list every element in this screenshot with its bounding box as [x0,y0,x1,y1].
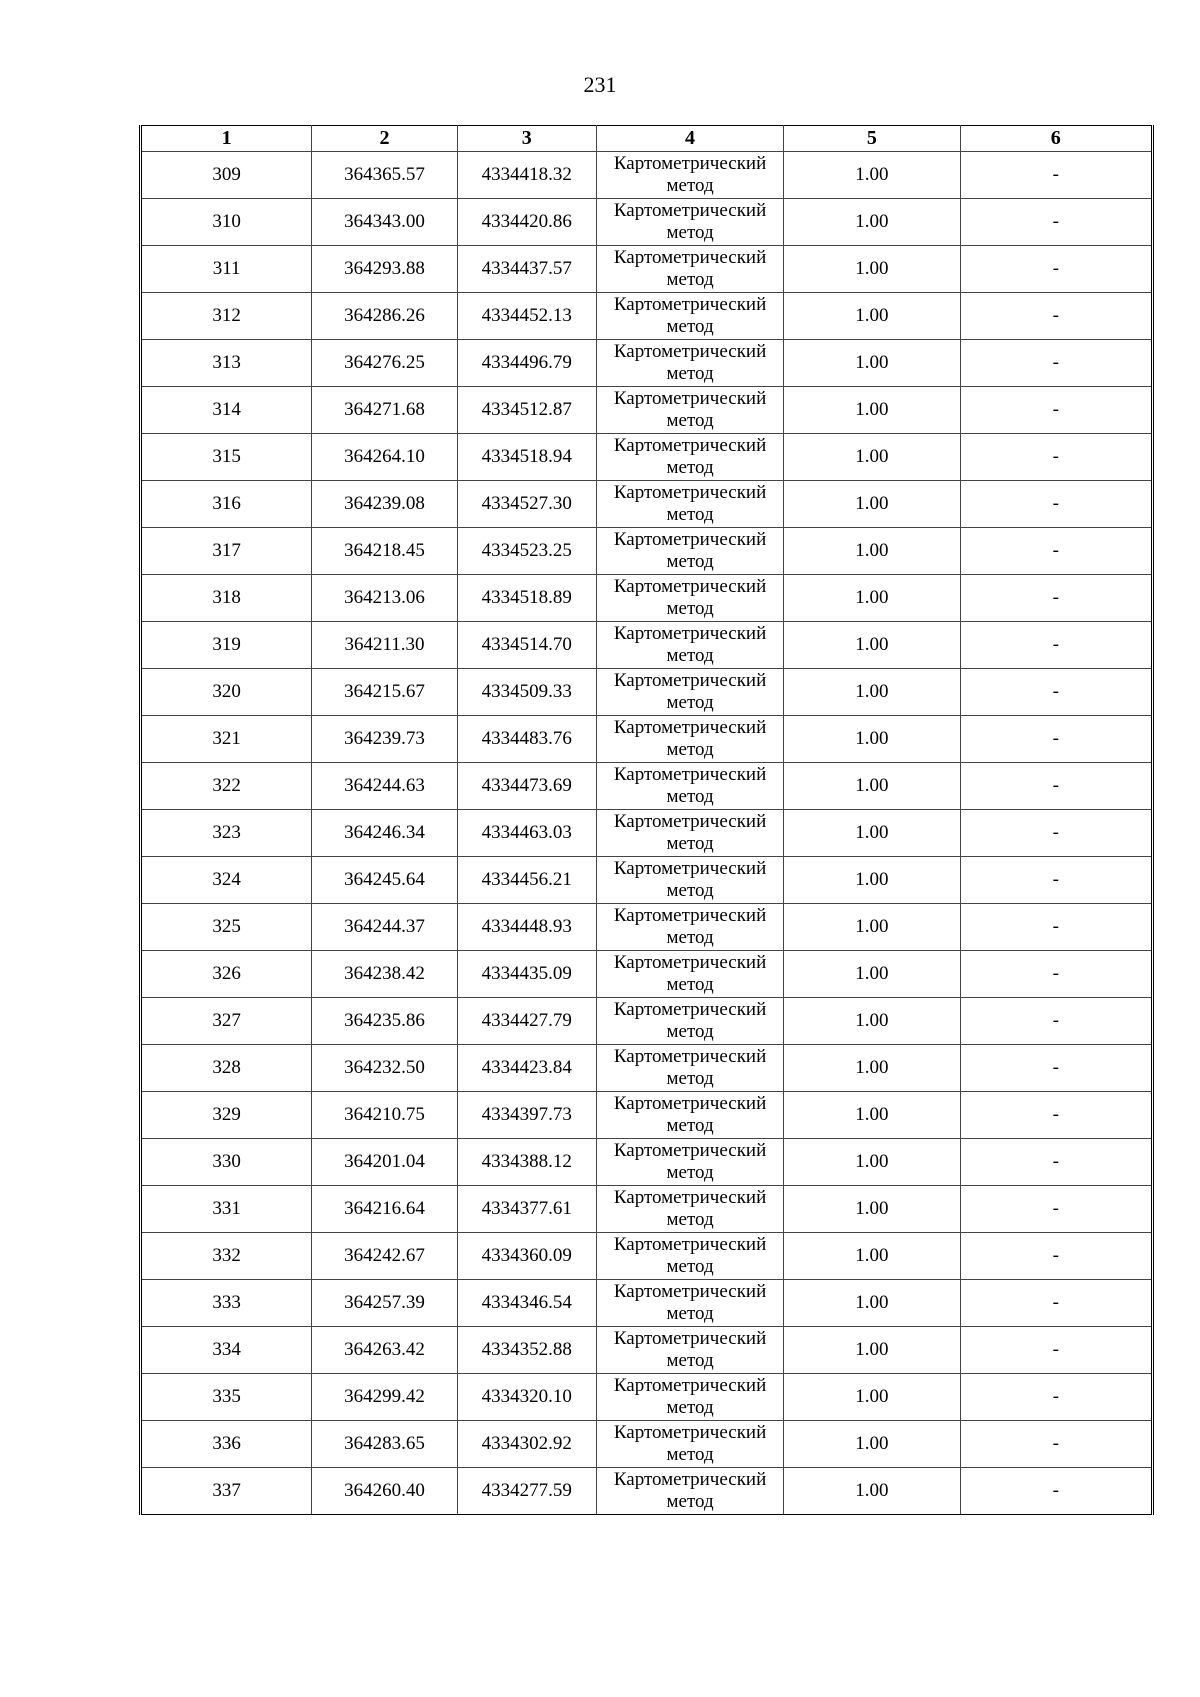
y-coordinate-cell: 4334420.86 [457,199,596,246]
method-line-1: Картометрический [613,247,767,268]
table-row [141,1327,1153,1374]
method-line-1: Картометрический [613,482,767,503]
point-number-cell: 329 [141,1092,312,1139]
accuracy-cell: 1.00 [784,528,960,575]
method-line-2: метод [666,175,714,196]
point-number-cell: 327 [141,998,312,1045]
method-cell [596,199,783,246]
point-number-cell: 325 [141,904,312,951]
column-header: 2 [312,126,457,152]
method-line-2: метод [666,551,714,572]
point-number-cell: 316 [141,481,312,528]
method-cell [596,1045,783,1092]
method-cell [596,857,783,904]
accuracy-cell: 1.00 [784,1280,960,1327]
accuracy-cell: 1.00 [784,481,960,528]
method-line-1: Картометрический [613,1140,767,1161]
table-row [141,293,1153,340]
note-cell: - [960,998,1152,1045]
note-cell: - [960,293,1152,340]
x-coordinate-cell: 364213.06 [312,575,457,622]
note-cell: - [960,1374,1152,1421]
method-line-2: метод [666,222,714,243]
method-cell [596,1327,783,1374]
note-cell: - [960,387,1152,434]
point-number-cell: 322 [141,763,312,810]
method-line-1: Картометрический [613,341,767,362]
table-row [141,904,1153,951]
y-coordinate-cell: 4334427.79 [457,998,596,1045]
x-coordinate-cell: 364245.64 [312,857,457,904]
table-row [141,857,1153,904]
method-line-2: метод [666,1303,714,1324]
note-cell: - [960,857,1152,904]
column-header: 6 [960,126,1152,152]
method-cell [596,904,783,951]
method-cell [596,1186,783,1233]
accuracy-cell: 1.00 [784,1374,960,1421]
point-number-cell: 312 [141,293,312,340]
point-number-cell: 317 [141,528,312,575]
method-cell [596,387,783,434]
x-coordinate-cell: 364283.65 [312,1421,457,1468]
point-number-cell: 310 [141,199,312,246]
method-line-2: метод [666,692,714,713]
point-number-cell: 320 [141,669,312,716]
method-cell [596,340,783,387]
method-cell [596,1374,783,1421]
accuracy-cell: 1.00 [784,1327,960,1374]
method-line-2: метод [666,1444,714,1465]
accuracy-cell: 1.00 [784,857,960,904]
y-coordinate-cell: 4334448.93 [457,904,596,951]
method-cell [596,575,783,622]
table-row [141,1374,1153,1421]
accuracy-cell: 1.00 [784,152,960,199]
note-cell: - [960,951,1152,998]
method-line-2: метод [666,363,714,384]
table-row [141,669,1153,716]
x-coordinate-cell: 364365.57 [312,152,457,199]
x-coordinate-cell: 364293.88 [312,246,457,293]
method-line-1: Картометрический [613,294,767,315]
y-coordinate-cell: 4334518.89 [457,575,596,622]
method-cell [596,1139,783,1186]
method-cell [596,434,783,481]
y-coordinate-cell: 4334523.25 [457,528,596,575]
method-cell [596,1468,783,1515]
note-cell: - [960,1092,1152,1139]
method-cell [596,481,783,528]
table-header-row [141,126,1153,152]
method-cell [596,152,783,199]
method-line-1: Картометрический [613,1422,767,1443]
accuracy-cell: 1.00 [784,904,960,951]
accuracy-cell: 1.00 [784,622,960,669]
y-coordinate-cell: 4334527.30 [457,481,596,528]
y-coordinate-cell: 4334423.84 [457,1045,596,1092]
method-cell [596,528,783,575]
y-coordinate-cell: 4334518.94 [457,434,596,481]
method-line-2: метод [666,269,714,290]
note-cell: - [960,669,1152,716]
table-row [141,1139,1153,1186]
method-cell [596,1421,783,1468]
x-coordinate-cell: 364286.26 [312,293,457,340]
accuracy-cell: 1.00 [784,387,960,434]
table-row [141,387,1153,434]
method-line-2: метод [666,1209,714,1230]
table-row [141,1045,1153,1092]
method-line-1: Картометрический [613,905,767,926]
point-number-cell: 332 [141,1233,312,1280]
table-row [141,1280,1153,1327]
method-cell [596,810,783,857]
method-line-1: Картометрический [613,1328,767,1349]
y-coordinate-cell: 4334277.59 [457,1468,596,1515]
x-coordinate-cell: 364299.42 [312,1374,457,1421]
note-cell: - [960,622,1152,669]
y-coordinate-cell: 4334512.87 [457,387,596,434]
x-coordinate-cell: 364210.75 [312,1092,457,1139]
note-cell: - [960,481,1152,528]
method-line-1: Картометрический [613,1093,767,1114]
point-number-cell: 315 [141,434,312,481]
y-coordinate-cell: 4334456.21 [457,857,596,904]
y-coordinate-cell: 4334496.79 [457,340,596,387]
y-coordinate-cell: 4334418.32 [457,152,596,199]
table-row [141,716,1153,763]
method-line-1: Картометрический [613,1187,767,1208]
accuracy-cell: 1.00 [784,246,960,293]
note-cell: - [960,1139,1152,1186]
point-number-cell: 334 [141,1327,312,1374]
accuracy-cell: 1.00 [784,1092,960,1139]
x-coordinate-cell: 364271.68 [312,387,457,434]
method-line-1: Картометрический [613,717,767,738]
method-cell [596,716,783,763]
method-line-1: Картометрический [613,1375,767,1396]
coordinates-table [139,125,1154,1515]
method-line-2: метод [666,504,714,525]
table-row [141,951,1153,998]
note-cell: - [960,1327,1152,1374]
y-coordinate-cell: 4334463.03 [457,810,596,857]
method-cell [596,669,783,716]
point-number-cell: 318 [141,575,312,622]
y-coordinate-cell: 4334352.88 [457,1327,596,1374]
accuracy-cell: 1.00 [784,1233,960,1280]
method-line-2: метод [666,833,714,854]
method-line-1: Картометрический [613,858,767,879]
accuracy-cell: 1.00 [784,1139,960,1186]
x-coordinate-cell: 364242.67 [312,1233,457,1280]
note-cell: - [960,763,1152,810]
point-number-cell: 331 [141,1186,312,1233]
x-coordinate-cell: 364257.39 [312,1280,457,1327]
accuracy-cell: 1.00 [784,199,960,246]
accuracy-cell: 1.00 [784,1186,960,1233]
table-row [141,340,1153,387]
note-cell: - [960,810,1152,857]
method-line-1: Картометрический [613,952,767,973]
x-coordinate-cell: 364239.73 [312,716,457,763]
table-body [141,152,1153,1515]
x-coordinate-cell: 364232.50 [312,1045,457,1092]
x-coordinate-cell: 364276.25 [312,340,457,387]
note-cell: - [960,1280,1152,1327]
method-line-1: Картометрический [613,529,767,550]
method-cell [596,293,783,340]
point-number-cell: 335 [141,1374,312,1421]
table-row [141,1092,1153,1139]
accuracy-cell: 1.00 [784,669,960,716]
point-number-cell: 319 [141,622,312,669]
x-coordinate-cell: 364260.40 [312,1468,457,1515]
method-line-2: метод [666,739,714,760]
y-coordinate-cell: 4334302.92 [457,1421,596,1468]
table-row [141,763,1153,810]
point-number-cell: 321 [141,716,312,763]
x-coordinate-cell: 364244.37 [312,904,457,951]
method-line-1: Картометрический [613,1234,767,1255]
accuracy-cell: 1.00 [784,340,960,387]
method-cell [596,1233,783,1280]
y-coordinate-cell: 4334483.76 [457,716,596,763]
method-line-2: метод [666,1115,714,1136]
method-line-2: метод [666,1397,714,1418]
accuracy-cell: 1.00 [784,1468,960,1515]
accuracy-cell: 1.00 [784,293,960,340]
method-line-1: Картометрический [613,200,767,221]
x-coordinate-cell: 364244.63 [312,763,457,810]
point-number-cell: 324 [141,857,312,904]
accuracy-cell: 1.00 [784,1045,960,1092]
table-row [141,810,1153,857]
table-row [141,575,1153,622]
accuracy-cell: 1.00 [784,951,960,998]
method-cell [596,998,783,1045]
table-row [141,152,1153,199]
y-coordinate-cell: 4334377.61 [457,1186,596,1233]
x-coordinate-cell: 364343.00 [312,199,457,246]
method-line-2: метод [666,974,714,995]
accuracy-cell: 1.00 [784,810,960,857]
note-cell: - [960,1186,1152,1233]
point-number-cell: 311 [141,246,312,293]
point-number-cell: 330 [141,1139,312,1186]
note-cell: - [960,1045,1152,1092]
column-header: 3 [457,126,596,152]
column-header: 5 [784,126,960,152]
point-number-cell: 336 [141,1421,312,1468]
method-line-1: Картометрический [613,435,767,456]
method-cell [596,1280,783,1327]
y-coordinate-cell: 4334452.13 [457,293,596,340]
x-coordinate-cell: 364235.86 [312,998,457,1045]
column-header: 4 [596,126,783,152]
table-row [141,1186,1153,1233]
accuracy-cell: 1.00 [784,763,960,810]
method-line-2: метод [666,645,714,666]
note-cell: - [960,575,1152,622]
point-number-cell: 328 [141,1045,312,1092]
page-number: 231 [583,72,617,97]
method-cell [596,246,783,293]
note-cell: - [960,528,1152,575]
method-cell [596,622,783,669]
method-line-1: Картометрический [613,1469,767,1490]
y-coordinate-cell: 4334320.10 [457,1374,596,1421]
x-coordinate-cell: 364246.34 [312,810,457,857]
y-coordinate-cell: 4334397.73 [457,1092,596,1139]
method-cell [596,763,783,810]
method-line-2: метод [666,1162,714,1183]
note-cell: - [960,1233,1152,1280]
y-coordinate-cell: 4334437.57 [457,246,596,293]
table-row [141,1421,1153,1468]
point-number-cell: 309 [141,152,312,199]
method-line-1: Картометрический [613,811,767,832]
method-line-1: Картометрический [613,388,767,409]
x-coordinate-cell: 364239.08 [312,481,457,528]
x-coordinate-cell: 364218.45 [312,528,457,575]
accuracy-cell: 1.00 [784,434,960,481]
x-coordinate-cell: 364264.10 [312,434,457,481]
method-line-1: Картометрический [613,670,767,691]
x-coordinate-cell: 364216.64 [312,1186,457,1233]
method-line-2: метод [666,1491,714,1512]
table-row [141,481,1153,528]
method-line-2: метод [666,1350,714,1371]
table-row [141,434,1153,481]
table-row [141,199,1153,246]
method-line-1: Картометрический [613,1046,767,1067]
method-line-1: Картометрический [613,153,767,174]
point-number-cell: 333 [141,1280,312,1327]
table-row [141,998,1153,1045]
y-coordinate-cell: 4334514.70 [457,622,596,669]
method-line-1: Картометрический [613,576,767,597]
method-line-2: метод [666,316,714,337]
method-line-2: метод [666,786,714,807]
method-line-2: метод [666,598,714,619]
y-coordinate-cell: 4334388.12 [457,1139,596,1186]
method-line-1: Картометрический [613,999,767,1020]
method-line-2: метод [666,880,714,901]
note-cell: - [960,152,1152,199]
accuracy-cell: 1.00 [784,716,960,763]
x-coordinate-cell: 364215.67 [312,669,457,716]
note-cell: - [960,1421,1152,1468]
point-number-cell: 314 [141,387,312,434]
y-coordinate-cell: 4334435.09 [457,951,596,998]
x-coordinate-cell: 364238.42 [312,951,457,998]
accuracy-cell: 1.00 [784,998,960,1045]
table-row [141,1233,1153,1280]
method-line-2: метод [666,1068,714,1089]
method-cell [596,1092,783,1139]
table-row [141,622,1153,669]
table-row [141,1468,1153,1515]
method-line-2: метод [666,1256,714,1277]
method-line-2: метод [666,410,714,431]
method-line-2: метод [666,457,714,478]
point-number-cell: 337 [141,1468,312,1515]
point-number-cell: 326 [141,951,312,998]
method-line-1: Картометрический [613,764,767,785]
note-cell: - [960,716,1152,763]
accuracy-cell: 1.00 [784,1421,960,1468]
note-cell: - [960,340,1152,387]
note-cell: - [960,199,1152,246]
x-coordinate-cell: 364263.42 [312,1327,457,1374]
y-coordinate-cell: 4334360.09 [457,1233,596,1280]
method-line-2: метод [666,927,714,948]
table-row [141,528,1153,575]
note-cell: - [960,434,1152,481]
method-line-2: метод [666,1021,714,1042]
point-number-cell: 313 [141,340,312,387]
note-cell: - [960,246,1152,293]
y-coordinate-cell: 4334509.33 [457,669,596,716]
y-coordinate-cell: 4334346.54 [457,1280,596,1327]
x-coordinate-cell: 364201.04 [312,1139,457,1186]
method-line-1: Картометрический [613,1281,767,1302]
method-cell [596,951,783,998]
y-coordinate-cell: 4334473.69 [457,763,596,810]
note-cell: - [960,904,1152,951]
accuracy-cell: 1.00 [784,575,960,622]
method-line-1: Картометрический [613,623,767,644]
column-header: 1 [141,126,312,152]
point-number-cell: 323 [141,810,312,857]
table-row [141,246,1153,293]
x-coordinate-cell: 364211.30 [312,622,457,669]
note-cell: - [960,1468,1152,1515]
